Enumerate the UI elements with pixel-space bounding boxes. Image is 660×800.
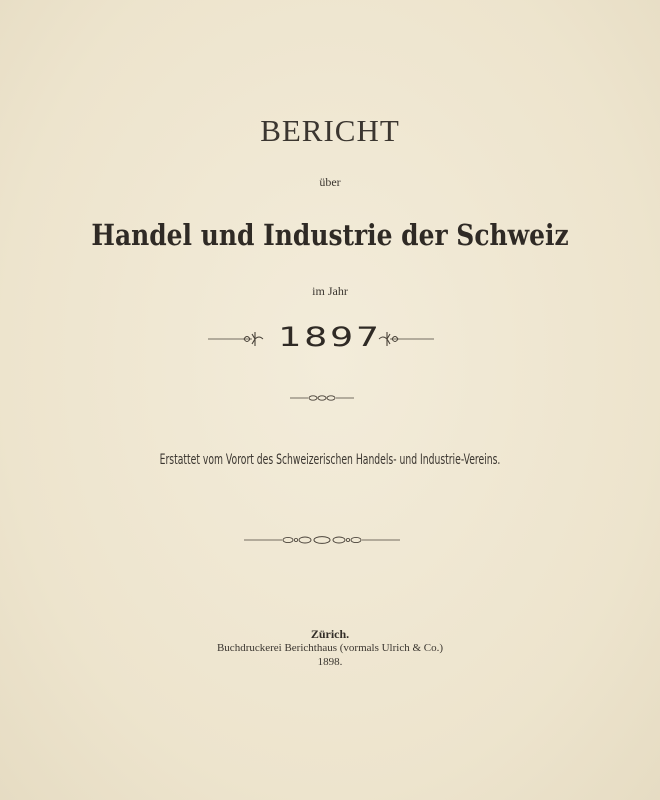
imprint-place: Zürich. [310,627,350,641]
imprint-year: 1898. [317,656,343,668]
issuer-statement: Erstattet vom Vorort des Schweizerischen Handels- und Industrie-Vereins. [159,452,501,468]
small-divider-icon [290,393,354,403]
large-divider-icon [244,534,400,546]
report-subject: Handel und Industrie der Schweiz [91,218,569,252]
report-year: 1897 [278,322,382,353]
title-preposition: über [319,175,341,189]
report-title: BERICHT [260,113,400,148]
flourish-right-icon [378,331,434,347]
year-prefix: im Jahr [312,284,348,298]
year-row [0,322,660,356]
imprint-printer: Buchdruckerei Berichthaus (vormals Ulrich & Co.) [216,642,444,654]
